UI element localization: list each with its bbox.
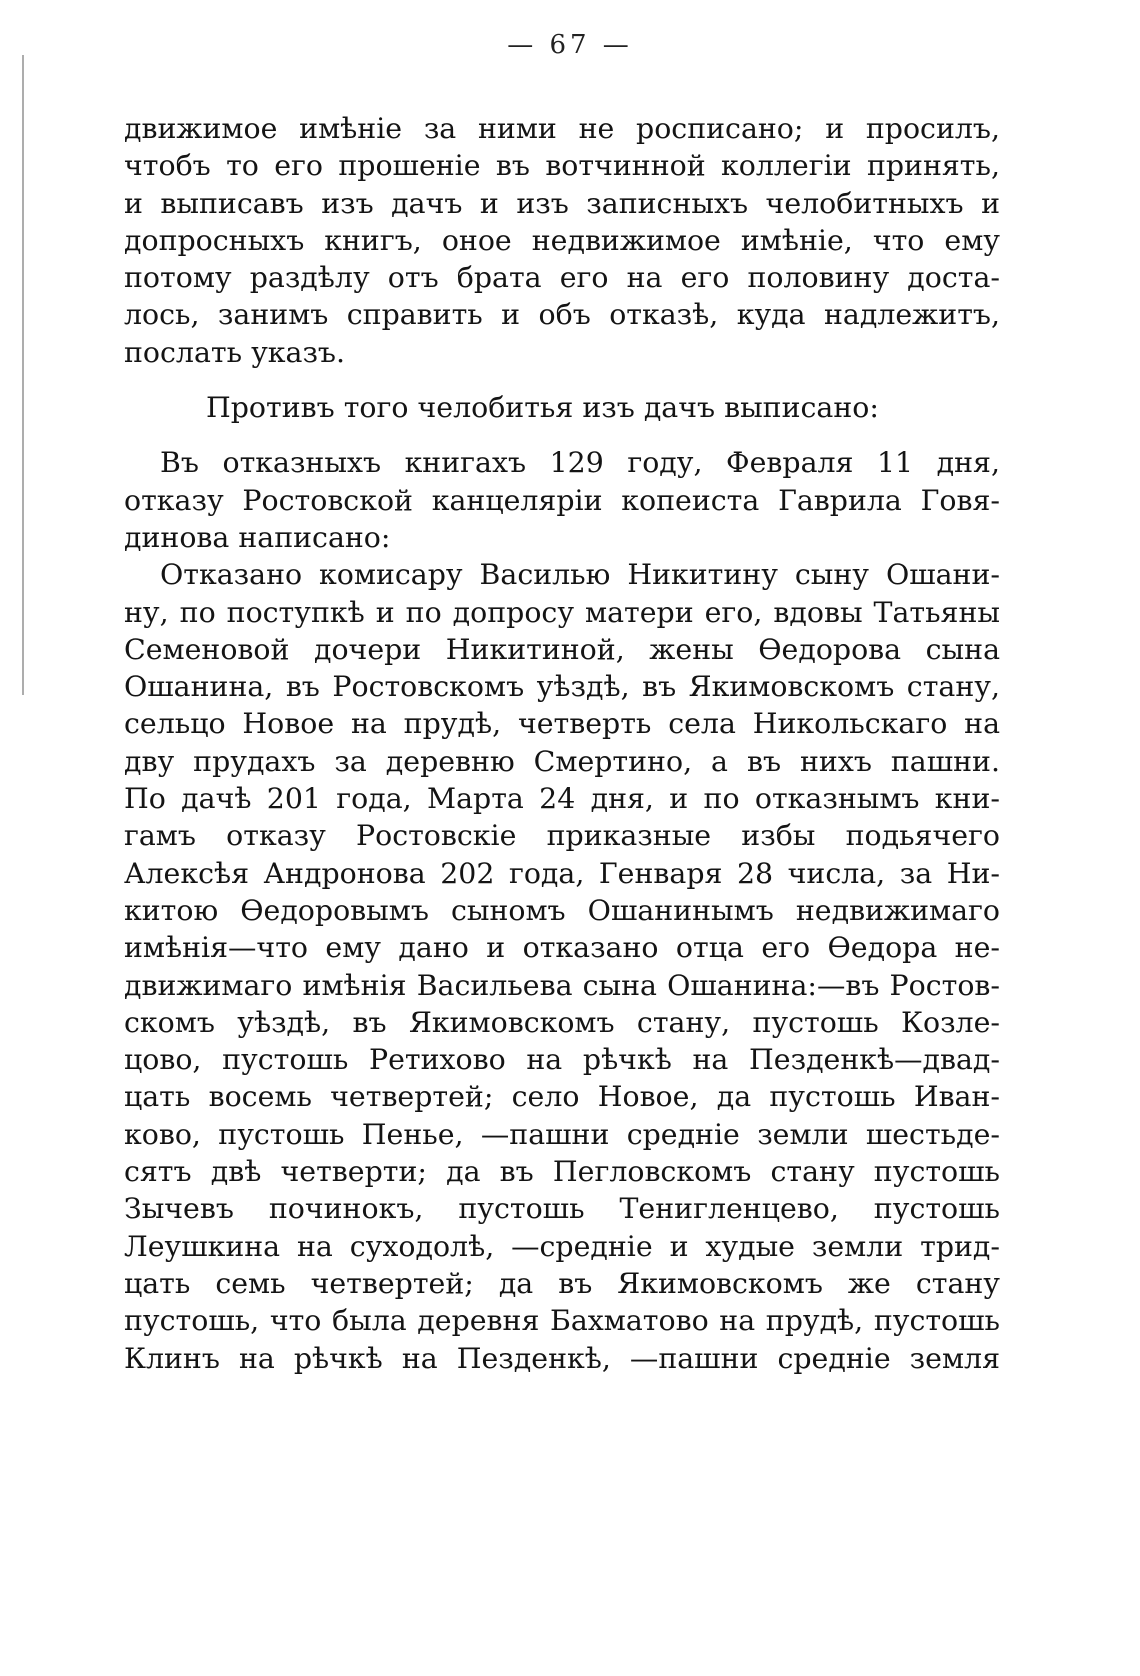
paragraph-2 [124, 444, 1000, 556]
text-line: Въ отказныхъ книгахъ 129 году, Февраля 11 дня, [160, 446, 1000, 480]
body-text [124, 110, 1000, 1377]
heading-text: Противъ того челобитья изъ дачъ выписано: [206, 391, 879, 425]
text-line: пустошь, что была деревня Бахматово на прудѣ, пустошь [124, 1304, 1000, 1338]
text-line: потому раздѣлу отъ брата его на его половину доста- [124, 261, 1000, 295]
text-line: Отказано комисару Василью Никитину сыну Ошани- [160, 558, 1000, 592]
text-line: допросныхъ книгъ, оное недвижимое имѣніе, что ему [124, 223, 1000, 257]
text-line: и выписавъ изъ дачъ и изъ записныхъ челобитныхъ и [124, 186, 1000, 220]
text-line: сятъ двѣ четверти; да въ Пегловскомъ стану пустошь [124, 1155, 1000, 1189]
text-line: ково, пустошь Пенье, —пашни средніе земли шестьде- [124, 1117, 1000, 1151]
text-line: динова написано: [124, 520, 391, 554]
text-line: имѣнія—что ему дано и отказано отца его Ѳедора не- [124, 931, 1000, 965]
text-line: Алексѣя Андронова 202 года, Генваря 28 числа, за Ни- [124, 856, 1000, 890]
text-line: Клинъ на рѣчкѣ на Пезденкѣ, —пашни средніе земля [124, 1341, 1000, 1375]
section-heading [124, 389, 1000, 426]
scan-edge-line [22, 55, 24, 695]
text-line: сельцо Новое на прудѣ, четверть села Никольскаго на [124, 707, 1000, 741]
text-line: движимаго имѣнія Васильева сына Ошанина:—въ Ростов- [124, 968, 1000, 1002]
text-line: скомъ уѣздѣ, въ Якимовскомъ стану, пустошь Козле- [124, 1005, 1000, 1039]
text-line: Ошанина, въ Ростовскомъ уѣздѣ, въ Якимовскомъ стану, [124, 670, 1000, 704]
text-line: послать указъ. [124, 335, 346, 369]
text-line: Леушкина на суходолѣ, —средніе и худые земли трид- [124, 1229, 1000, 1263]
text-line: цать восемь четвертей; село Новое, да пустошь Иван- [124, 1080, 1000, 1114]
text-line: По дачѣ 201 года, Марта 24 дня, и по отказнымъ кни- [124, 782, 1000, 816]
text-line: Зычевъ починокъ, пустошь Тенигленцево, пустошь [124, 1192, 1000, 1226]
text-line: цово, пустошь Ретихово на рѣчкѣ на Пезденкѣ—двад- [124, 1043, 1000, 1077]
text-line: ну, по поступкѣ и по допросу матери его, вдовы Татьяны [124, 595, 1000, 629]
page-number: — 67 — [507, 30, 633, 60]
paragraph-1 [124, 110, 1000, 371]
text-line: цать семь четвертей; да въ Якимовскомъ же стану [124, 1266, 1000, 1300]
text-line: отказу Ростовской канцеляріи копеиста Гаврила Говя- [124, 483, 1000, 517]
paragraph-3 [124, 556, 1000, 1377]
text-line: дву прудахъ за деревню Смертино, а въ нихъ пашни. [124, 744, 1000, 778]
text-line: Семеновой дочери Никитиной, жены Ѳедорова сына [124, 632, 1000, 666]
text-line: гамъ отказу Ростовскіе приказные избы подьячего [124, 819, 1000, 853]
text-line: чтобъ то его прошеніе въ вотчинной коллегіи принять, [124, 149, 1000, 183]
text-line: движимое имѣніе за ними не росписано; и просилъ, [124, 112, 1000, 145]
text-line: китою Ѳедоровымъ сыномъ Ошанинымъ недвижимаго [124, 893, 1000, 927]
text-line: лось, занимъ справить и объ отказѣ, куда надлежитъ, [124, 298, 1000, 332]
